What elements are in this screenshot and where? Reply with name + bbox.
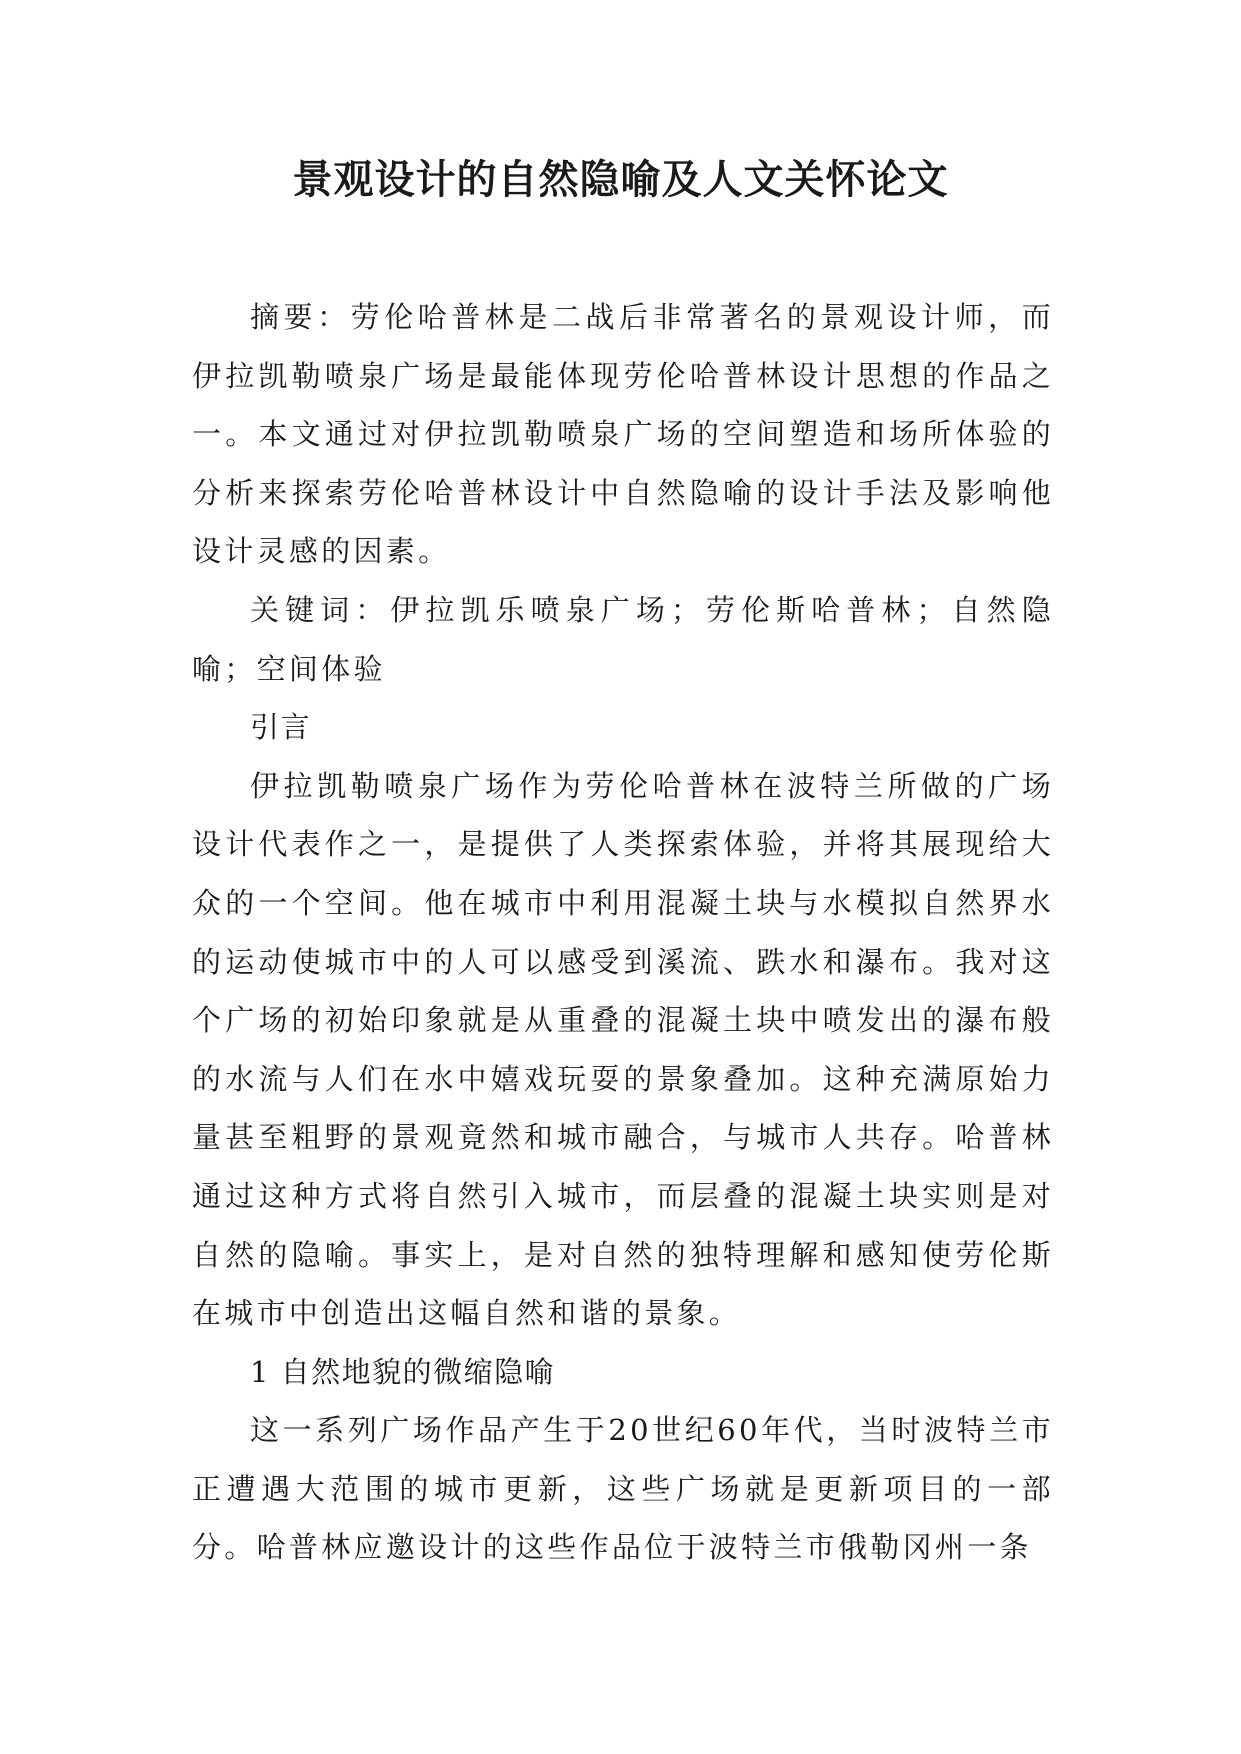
section-heading-introduction: 引言 <box>250 710 312 745</box>
introduction-paragraph: 伊拉凯勒喷泉广场作为劳伦哈普林在波特兰所做的广场设计代表作之一，是提供了人类探索体验，并将其展现给大众的一个空间。他在城市中利用混凝土块与水模拟自然界水的运动使城市中的人可以感受到溪流、跌水和瀑布。我对这个广场的初始印象就是从重叠的混凝土块中喷发出的瀑布般的水流与人们在水中嬉戏玩耍的景象叠加。这种充满原始力量甚至粗野的景观竟然和城市融合，与城市人共存。哈普林通过这种方式将自然引入城市，而层叠的混凝土块实则是对自然的隐喻。事实上，是对自然的独特理解和感知使劳伦斯在城市中创造出这幅自然和谐的景象。 <box>192 768 1054 1331</box>
abstract-paragraph: 摘要：劳伦哈普林是二战后非常著名的景观设计师，而伊拉凯勒喷泉广场是最能体现劳伦哈普林设计思想的作品之一。本文通过对伊拉凯勒喷泉广场的空间塑造和场所体验的分析来探索劳伦哈普林设计中自然隐喻的设计手法及影响他设计灵感的因素。 <box>192 300 1054 569</box>
keywords-paragraph: 关键词：伊拉凯乐喷泉广场；劳伦斯哈普林；自然隐喻；空间体验 <box>192 592 1054 686</box>
section-heading-1: 1 自然地貌的微缩隐喻 <box>250 1354 556 1389</box>
document-body <box>192 288 1054 1577</box>
section-1-paragraph: 这一系列广场作品产生于20世纪60年代，当时波特兰市正遭遇大范围的城市更新，这些广场就是更新项目的一部分。哈普林应邀设计的这些作品位于波特兰市俄勒冈州一条 <box>192 1413 1054 1565</box>
document-title: 景观设计的自然隐喻及人文关怀论文 <box>292 157 949 203</box>
